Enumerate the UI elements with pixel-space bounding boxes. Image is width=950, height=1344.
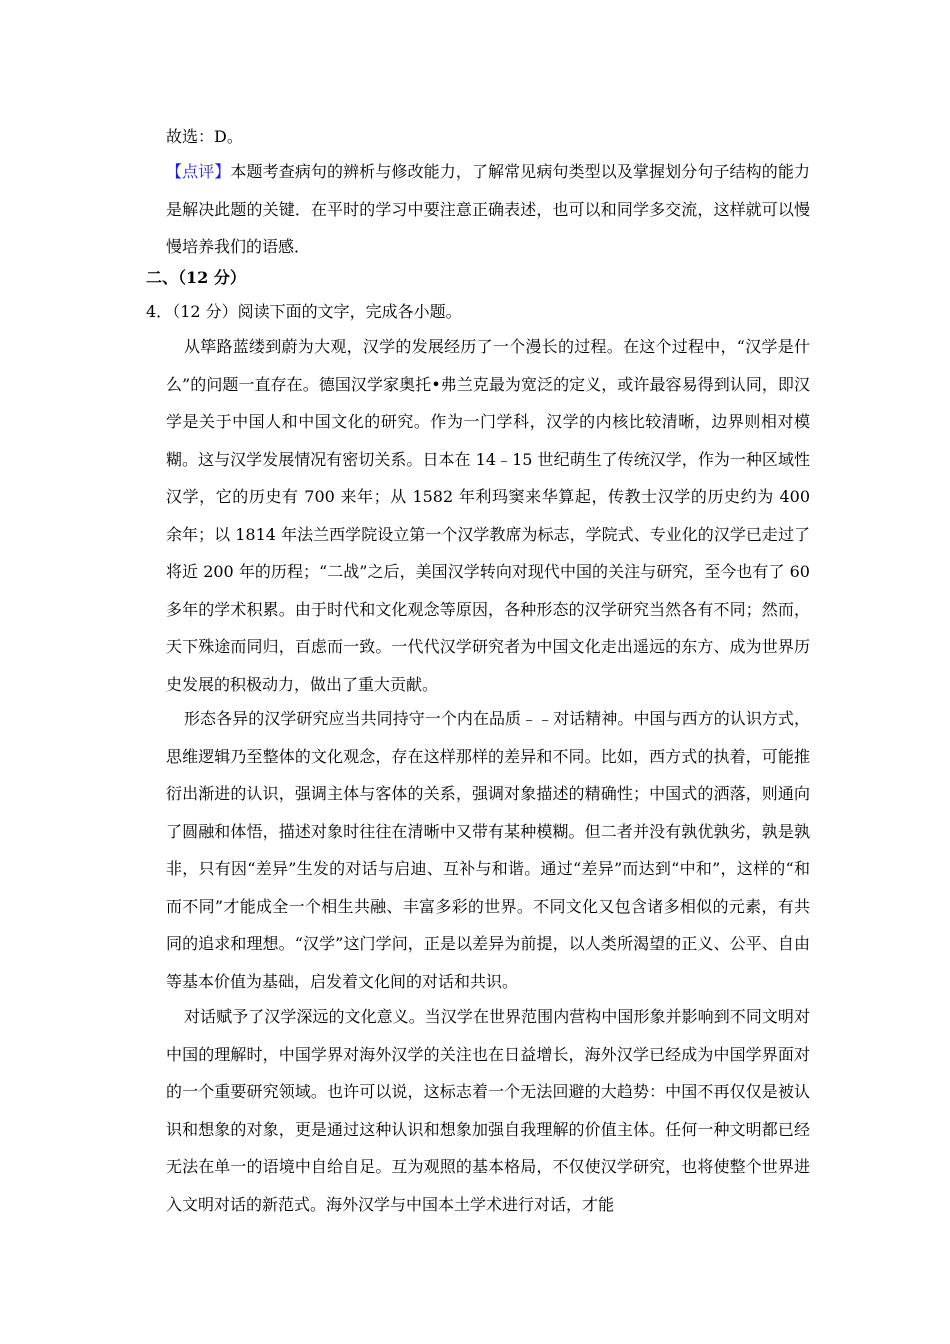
comment-tag-open: 【 [166, 162, 183, 181]
comment-text: 本题考查病句的辨析与修改能力，了解常见病句类型以及掌握划分句子结构的能力是解决此题的关键．在平时的学习中要注意正确表述，也可以和同学多交流，这样就可以慢慢培养我们的语感． [166, 162, 810, 256]
passage-paragraph-2: 形态各异的汉学研究应当共同持守一个内在品质﹣﹣对话精神。中国与西方的认识方式，思维逻辑乃至整体的文化观念，存在这样那样的差异和不同。比如，西方式的执着，可能推衍出渐进的认识，强调主体与客体的关系，强调对象描述的精确性；中国式的洒落，则通向了圆融和体悟，描述对象时往往在清晰中又带有某种模糊。但二者并没有孰优孰劣，孰是孰非，只有因“差异”生发的对话与启迪、互补与和谐。通过“差异”而达到“中和”，这样的“和而不同”才能成全一个相生共融、丰富多彩的世界。不同文化又包含诸多相似的元素，有共同的追求和理想。“汉学”这门学问，正是以差异为前提，以人类所渴望的正义、公平、自由等基本价值为基础，启发着文化间的对话和共识。 [166, 709, 810, 991]
passage-paragraph-3: 对话赋予了汉学深远的文化意义。当汉学在世界范围内营构中国形象并影响到不同文明对中国的理解时，中国学界对海外汉学的关注也在日益增长，海外汉学已经成为中国学界面对的一个重要研究领域。也许可以说，这标志着一个无法回避的大趋势：中国不再仅仅是被认识和想象的对象，更是通过这种认识和想象加强自我理解的价值主体。任何一种文明都已经无法在单一的语境中自给自足。互为观照的基本格局，不仅使汉学研究，也将使整个世界进入文明对话的新范式。海外汉学与中国本土学术进行对话，才能 [166, 1007, 810, 1214]
answer-line: 故选：D。 [166, 127, 243, 146]
comment-block [166, 153, 810, 266]
question-number: 4． [146, 302, 173, 321]
question-line [146, 302, 462, 322]
question-prompt: （12 分）阅读下面的文字，完成各小题。 [172, 302, 462, 321]
comment-tag-close: 】 [214, 162, 231, 181]
comment-tag-label: 点评 [182, 162, 215, 181]
section-heading: 二、（12 分） [146, 268, 246, 287]
passage-paragraph-1: 从筚路蓝缕到蔚为大观，汉学的发展经历了一个漫长的过程。在这个过程中，“汉学是什么”的问题一直存在。德国汉学家奥托•弗兰克最为宽泛的定义，或许最容易得到认同，即汉学是关于中国人和中国文化的研究。作为一门学科，汉学的内核比较清晰，边界则相对模糊。这与汉学发展情况有密切关系。日本在 14﹣15 世纪萌生了传统汉学，作为一种区域性汉学，它的历史有 700 来年；从 1582 年利玛窦来华算起，传教士汉学的历史约为 400 余年；以 1814 年法兰西学院设立第一个汉学教席为标志，学院式、专业化的汉学已走过了将近 200 年的历程；“二战”之后，美国汉学转向对现代中国的关注与研究，至今也有了 60 多年的学术积累。由于时代和文化观念等原因，各种形态的汉学研究当然各有不同；然而，天下殊途而同归，百虑而一致。一代代汉学研究者为中国文化走出遥远的东方、成为世界历史发展的积极动力，做出了重大贡献。 [166, 337, 810, 694]
